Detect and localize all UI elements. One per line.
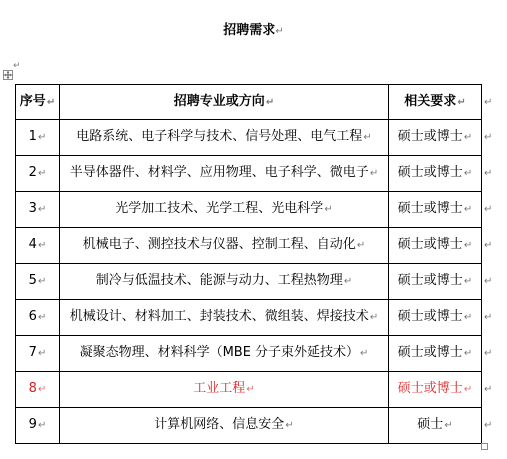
row-major-cell[interactable]: 制冷与低温技术、能源与动力、工程热物理↵ bbox=[60, 264, 389, 300]
row-major-cell[interactable]: 电路系统、电子科学与技术、信号处理、电气工程↵ bbox=[60, 120, 389, 156]
cell-end-mark-icon: ↵ bbox=[463, 168, 473, 179]
move-arrows-icon bbox=[4, 71, 12, 79]
header-major[interactable]: 招聘专业或方向↵ bbox=[60, 85, 389, 120]
table-header-row bbox=[16, 85, 482, 120]
cell-end-mark-icon: ↵ bbox=[37, 168, 47, 179]
cell-end-mark-icon: ↵ bbox=[463, 204, 473, 215]
document-title bbox=[0, 21, 507, 42]
row-end-mark-icon: ↵ bbox=[484, 168, 493, 179]
row-end-mark-icon: ↵ bbox=[484, 312, 493, 323]
table-row bbox=[16, 336, 482, 372]
row-major-cell[interactable]: 半导体器件、材料学、应用物理、电子科学、微电子↵ bbox=[60, 156, 389, 192]
cell-end-mark-icon: ↵ bbox=[444, 420, 453, 431]
table-move-handle-icon[interactable] bbox=[3, 70, 13, 80]
row-end-mark-icon: ↵ bbox=[484, 240, 493, 251]
cell-end-mark-icon: ↵ bbox=[356, 240, 366, 251]
cell-end-mark-icon: ↵ bbox=[463, 312, 473, 323]
row-end-mark-icon: ↵ bbox=[484, 132, 493, 143]
recruitment-table bbox=[15, 84, 482, 444]
cell-end-mark-icon: ↵ bbox=[369, 168, 379, 179]
table-row bbox=[16, 120, 482, 156]
row-number-cell[interactable]: 6↵ bbox=[16, 300, 60, 336]
cell-end-mark-icon: ↵ bbox=[360, 348, 369, 359]
row-number-cell[interactable]: 4↵ bbox=[16, 228, 60, 264]
row-degree-cell[interactable]: 硕士或博士↵ bbox=[389, 264, 482, 300]
row-end-mark-icon: ↵ bbox=[484, 97, 493, 108]
cell-end-mark-icon: ↵ bbox=[463, 348, 473, 359]
row-number-cell[interactable]: 8↵ bbox=[16, 372, 60, 408]
row-degree-cell[interactable]: 硕士或博士↵ bbox=[389, 192, 482, 228]
row-major-cell[interactable]: 机械电子、测控技术与仪器、控制工程、自动化↵ bbox=[60, 228, 389, 264]
table-row bbox=[16, 300, 482, 336]
header-degree[interactable]: 相关要求↵ bbox=[389, 85, 482, 120]
cell-end-mark-icon: ↵ bbox=[37, 384, 47, 395]
cell-end-mark-icon: ↵ bbox=[37, 348, 47, 359]
cell-end-mark-icon: ↵ bbox=[369, 312, 379, 323]
table-row bbox=[16, 156, 482, 192]
cell-end-mark-icon: ↵ bbox=[37, 132, 47, 143]
row-degree-cell[interactable]: 硕士↵ bbox=[389, 408, 482, 444]
row-degree-cell[interactable]: 硕士或博士↵ bbox=[389, 372, 482, 408]
cell-end-mark-icon: ↵ bbox=[463, 384, 473, 395]
row-end-mark-icon: ↵ bbox=[484, 420, 493, 431]
table-row bbox=[16, 192, 482, 228]
row-end-mark-icon: ↵ bbox=[484, 276, 493, 287]
row-major-cell[interactable]: 光学加工技术、光学工程、光电科学↵ bbox=[60, 192, 389, 228]
row-end-mark-icon: ↵ bbox=[484, 348, 493, 359]
row-major-cell[interactable]: 工业工程↵ bbox=[60, 372, 389, 408]
header-number[interactable]: 序号↵ bbox=[16, 85, 60, 120]
table-row-highlighted bbox=[16, 372, 482, 408]
table-row bbox=[16, 408, 482, 444]
cell-end-mark-icon: ↵ bbox=[463, 276, 473, 287]
row-number-cell[interactable]: 2↵ bbox=[16, 156, 60, 192]
cell-end-mark-icon: ↵ bbox=[37, 204, 47, 215]
row-number-cell[interactable]: 5↵ bbox=[16, 264, 60, 300]
cell-end-mark-icon: ↵ bbox=[46, 96, 56, 108]
cell-end-mark-icon: ↵ bbox=[324, 204, 333, 215]
row-degree-cell[interactable]: 硕士或博士↵ bbox=[389, 156, 482, 192]
cell-end-mark-icon: ↵ bbox=[285, 420, 294, 431]
row-major-cell[interactable]: 机械设计、材料加工、封装技术、微组装、焊接技术↵ bbox=[60, 300, 389, 336]
row-major-cell[interactable]: 计算机网络、信息安全↵ bbox=[60, 408, 389, 444]
cell-end-mark-icon: ↵ bbox=[363, 132, 372, 143]
row-degree-cell[interactable]: 硕士或博士↵ bbox=[389, 300, 482, 336]
cell-end-mark-icon: ↵ bbox=[463, 132, 473, 143]
row-number-cell[interactable]: 7↵ bbox=[16, 336, 60, 372]
cell-end-mark-icon: ↵ bbox=[37, 312, 47, 323]
cell-end-mark-icon: ↵ bbox=[463, 240, 473, 251]
cell-end-mark-icon: ↵ bbox=[37, 240, 47, 251]
table-row bbox=[16, 264, 482, 300]
row-major-cell[interactable]: 凝聚态物理、材料科学（MBE 分子束外延技术）↵ bbox=[60, 336, 389, 372]
row-degree-cell[interactable]: 硕士或博士↵ bbox=[389, 120, 482, 156]
row-degree-cell[interactable]: 硕士或博士↵ bbox=[389, 336, 482, 372]
table-row bbox=[16, 228, 482, 264]
cell-end-mark-icon: ↵ bbox=[37, 420, 47, 431]
row-degree-cell[interactable]: 硕士或博士↵ bbox=[389, 228, 482, 264]
row-number-cell[interactable]: 9↵ bbox=[16, 408, 60, 444]
cell-end-mark-icon: ↵ bbox=[37, 276, 47, 287]
cell-end-mark-icon: ↵ bbox=[457, 96, 466, 108]
title-text: 招聘需求 bbox=[223, 23, 276, 38]
table-resize-handle-icon[interactable] bbox=[481, 443, 488, 450]
paragraph-mark-icon: ↵ bbox=[275, 26, 284, 37]
row-number-cell[interactable]: 3↵ bbox=[16, 192, 60, 228]
cell-end-mark-icon: ↵ bbox=[265, 96, 275, 108]
row-end-mark-icon: ↵ bbox=[484, 384, 493, 395]
row-end-mark-icon: ↵ bbox=[484, 204, 493, 215]
empty-paragraph-mark-icon: ↵ bbox=[13, 61, 21, 71]
cell-end-mark-icon: ↵ bbox=[246, 384, 255, 395]
row-number-cell[interactable]: 1↵ bbox=[16, 120, 60, 156]
cell-end-mark-icon: ↵ bbox=[343, 276, 353, 287]
